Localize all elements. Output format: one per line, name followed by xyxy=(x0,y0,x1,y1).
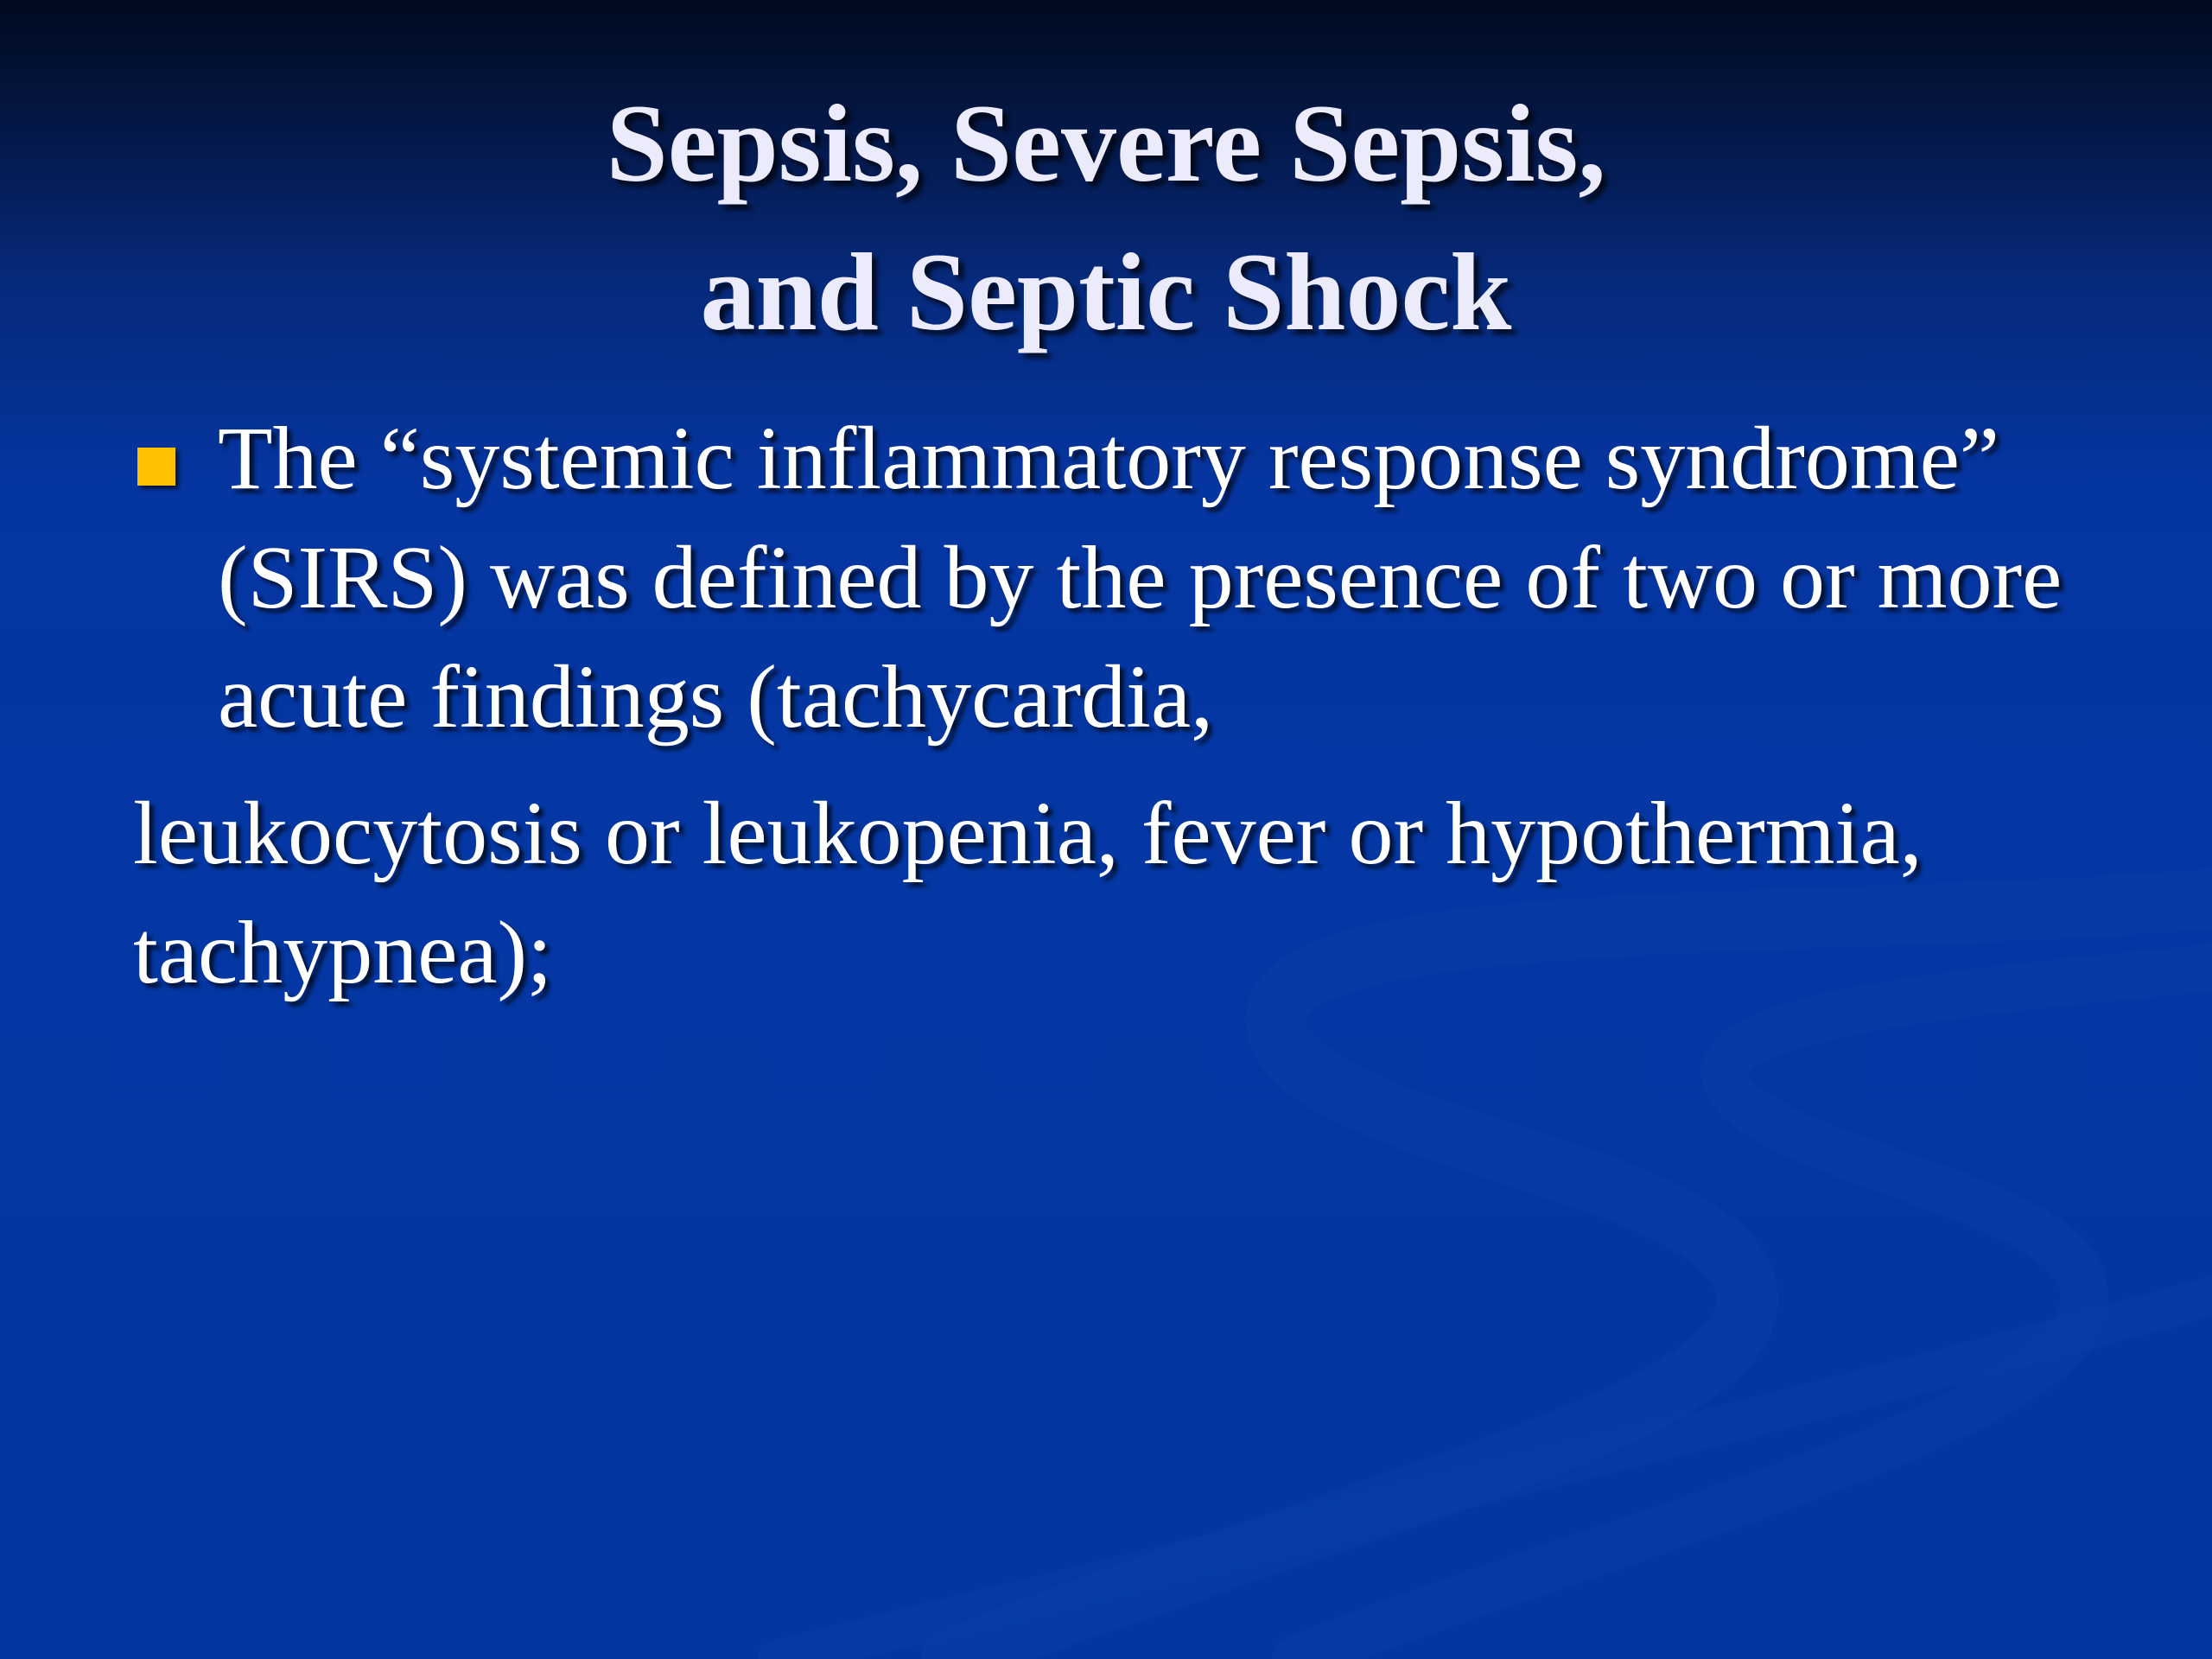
title-line-2: and Septic Shock xyxy=(700,231,1512,353)
bullet-paragraph xyxy=(133,399,2120,757)
bullet-text: The “systemic inflammatory response syndrome” (SIRS) was defined by the presence of two or more acute findings (tachycardia, xyxy=(218,409,2063,747)
title-line-1: Sepsis, Severe Sepsis, xyxy=(606,82,1606,205)
slide-body xyxy=(133,399,2120,1013)
continuation-paragraph: leukocytosis or leukopenia, fever or hypothermia, tachypnea); xyxy=(133,784,1923,1002)
square-bullet-icon xyxy=(137,448,175,486)
slide-title xyxy=(0,69,2212,366)
